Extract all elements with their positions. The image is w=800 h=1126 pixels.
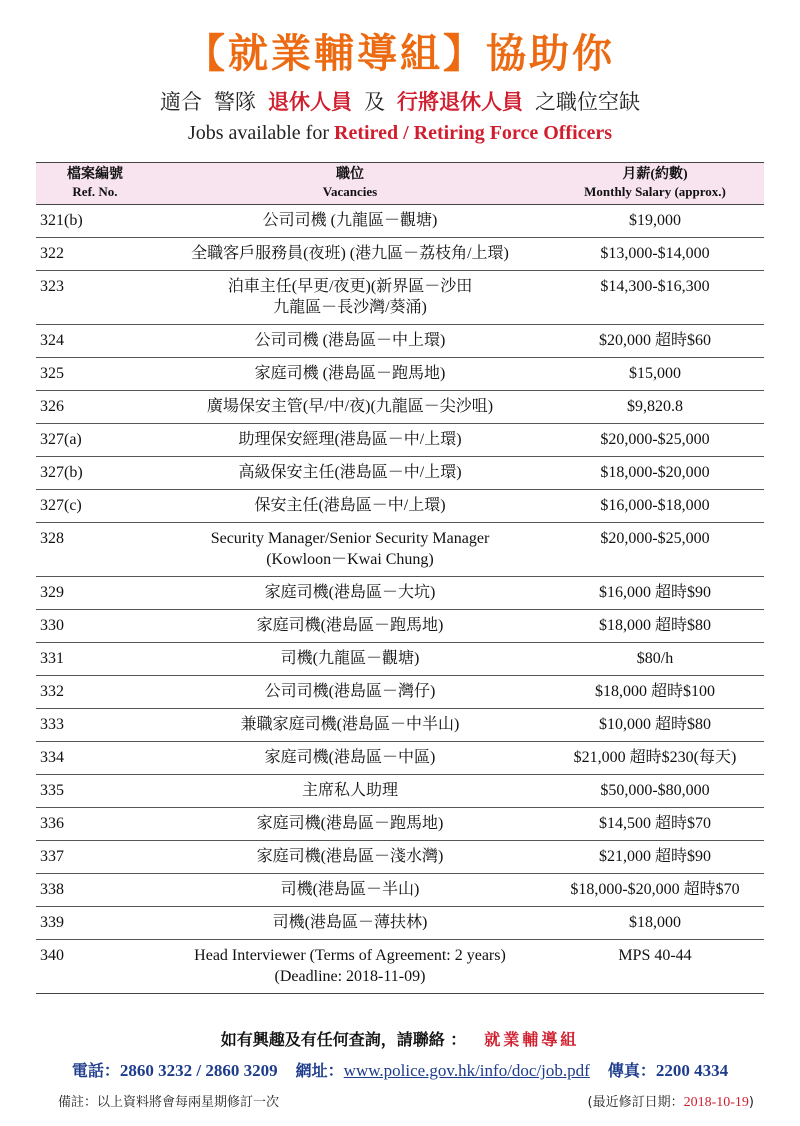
salary-cell: $50,000-$80,000 <box>546 775 764 808</box>
vacancy-cell <box>154 238 546 271</box>
vacancy-cell <box>154 742 546 775</box>
column-header-ref <box>36 163 154 205</box>
salary-cell: $18,000-$20,000 超時$70 <box>546 874 764 907</box>
vacancy-cell <box>154 940 546 994</box>
ref-cell: 329 <box>36 577 154 610</box>
web-label: 網址： <box>295 1061 344 1080</box>
ref-cell: 332 <box>36 676 154 709</box>
table-row <box>36 238 764 271</box>
vacancy-line: 家庭司機 (港島區－跑馬地) <box>254 365 446 382</box>
vacancy-cell <box>154 205 546 238</box>
tel-label: 電話： <box>71 1061 120 1080</box>
updated-suffix: ) <box>748 1095 754 1110</box>
ref-cell: 321(b) <box>36 205 154 238</box>
salary-cell: $18,000 超時$80 <box>546 610 764 643</box>
vacancy-cell <box>154 577 546 610</box>
ref-cell: 327(c) <box>36 490 154 523</box>
ref-cell: 330 <box>36 610 154 643</box>
salary-cell: $10,000 超時$80 <box>546 709 764 742</box>
vacancy-cell <box>154 676 546 709</box>
vacancy-line-2: 九龍區－長沙灣/葵涌) <box>273 299 427 316</box>
remark-note: 備註：以上資料將會每兩星期修訂一次 <box>58 1095 280 1110</box>
salary-cell: $21,000 超時$90 <box>546 841 764 874</box>
header-ref-zh: 檔案編號 <box>67 167 123 182</box>
ref-cell: 327(a) <box>36 424 154 457</box>
salary-cell: $13,000-$14,000 <box>546 238 764 271</box>
vacancy-cell <box>154 874 546 907</box>
salary-cell: $15,000 <box>546 358 764 391</box>
fax-number: 2200 4334 <box>655 1061 729 1080</box>
subtitle-en-prefix: Jobs available for <box>187 122 330 144</box>
ref-cell: 328 <box>36 523 154 577</box>
last-updated <box>588 1091 754 1111</box>
salary-cell: $20,000 超時$60 <box>546 325 764 358</box>
subtitle-retiring: 行將退休人員 <box>397 90 523 114</box>
tel-number[interactable]: 2860 3232 / 2860 3209 <box>119 1061 278 1080</box>
vacancy-line: 主席私人助理 <box>301 782 398 799</box>
vacancy-line: 廣場保安主管(早/中/夜)(九龍區－尖沙咀) <box>206 398 494 415</box>
table-row <box>36 808 764 841</box>
salary-cell: $14,500 超時$70 <box>546 808 764 841</box>
salary-cell: $19,000 <box>546 205 764 238</box>
salary-cell: $21,000 超時$230(每天) <box>546 742 764 775</box>
salary-cell: $80/h <box>546 643 764 676</box>
vacancy-line: 高級保安主任(港島區－中/上環) <box>238 464 462 481</box>
header-ref-en: Ref. No. <box>72 184 118 199</box>
vacancy-cell <box>154 391 546 424</box>
table-row <box>36 523 764 577</box>
table-row <box>36 742 764 775</box>
salary-cell: $9,820.8 <box>546 391 764 424</box>
table-row <box>36 358 764 391</box>
vacancy-cell <box>154 841 546 874</box>
header-vac-zh: 職位 <box>336 167 364 182</box>
contact-details <box>0 1058 800 1081</box>
vacancy-line-2: (Kowloon－Kwai Chung) <box>266 551 434 568</box>
ref-cell: 338 <box>36 874 154 907</box>
vacancy-cell <box>154 610 546 643</box>
salary-cell: $16,000-$18,000 <box>546 490 764 523</box>
vacancy-line: 司機(港島區－半山) <box>280 881 420 898</box>
table-row <box>36 643 764 676</box>
vacancy-cell <box>154 457 546 490</box>
vacancy-line: 司機(港島區－薄扶林) <box>272 914 428 931</box>
table-row <box>36 709 764 742</box>
contact-heading <box>0 1027 800 1050</box>
salary-cell: $18,000 <box>546 907 764 940</box>
table-row <box>36 874 764 907</box>
vacancy-line-2: (Deadline: 2018-11-09) <box>274 968 426 985</box>
salary-cell: $20,000-$25,000 <box>546 523 764 577</box>
updated-prefix: (最近修訂日期： <box>587 1095 684 1110</box>
vacancy-line: 家庭司機(港島區－跑馬地) <box>256 617 444 634</box>
vacancy-cell <box>154 325 546 358</box>
vacancy-cell <box>154 424 546 457</box>
subtitle-zh <box>0 86 800 116</box>
table-row <box>36 391 764 424</box>
subtitle-en <box>0 122 800 145</box>
vacancy-cell <box>154 907 546 940</box>
subtitle-part2: 警隊 <box>214 90 256 114</box>
table-row <box>36 676 764 709</box>
vacancy-line: 泊車主任(早更/夜更)(新界區－沙田 <box>227 278 473 295</box>
vacancy-cell <box>154 709 546 742</box>
table-row <box>36 775 764 808</box>
ref-cell: 337 <box>36 841 154 874</box>
ref-cell: 325 <box>36 358 154 391</box>
table-row <box>36 940 764 994</box>
table-row <box>36 424 764 457</box>
ref-cell: 339 <box>36 907 154 940</box>
subtitle-retired: 退休人員 <box>268 90 352 114</box>
table-row <box>36 841 764 874</box>
vacancy-line: 公司司機 (九龍區－觀塘) <box>262 212 438 229</box>
table-row <box>36 490 764 523</box>
vacancy-cell <box>154 271 546 325</box>
ref-cell: 327(b) <box>36 457 154 490</box>
salary-cell: $18,000-$20,000 <box>546 457 764 490</box>
table-row <box>36 325 764 358</box>
subtitle-part4: 之職位空缺 <box>535 90 640 114</box>
salary-cell: $20,000-$25,000 <box>546 424 764 457</box>
column-header-salary <box>546 163 764 205</box>
vacancy-cell <box>154 808 546 841</box>
ref-cell: 324 <box>36 325 154 358</box>
ref-cell: 335 <box>36 775 154 808</box>
table-row <box>36 577 764 610</box>
ref-cell: 323 <box>36 271 154 325</box>
ref-cell: 326 <box>36 391 154 424</box>
subtitle-part1: 適合 <box>160 90 202 114</box>
contact-text: 如有興趣及有任何查詢，請聯絡 ： <box>220 1030 467 1049</box>
website-link[interactable]: www.police.gov.hk/info/doc/job.pdf <box>343 1061 590 1080</box>
salary-cell: $14,300-$16,300 <box>546 271 764 325</box>
salary-cell: $18,000 超時$100 <box>546 676 764 709</box>
column-header-vacancies <box>154 163 546 205</box>
table-row <box>36 610 764 643</box>
vacancy-line: 司機(九龍區－觀塘) <box>280 650 420 667</box>
vacancy-line: 家庭司機(港島區－大坑) <box>264 584 436 601</box>
vacancy-line: Head Interviewer (Terms of Agreement: 2 years) <box>194 947 506 964</box>
header-vac-en: Vacancies <box>322 184 378 199</box>
page-title: 【就業輔導組】協助你 <box>185 31 615 77</box>
vacancy-table <box>36 162 764 994</box>
table-row <box>36 457 764 490</box>
vacancy-line: 保安主任(港島區－中/上環) <box>254 497 446 514</box>
vacancy-line: 公司司機(港島區－灣仔) <box>264 683 436 700</box>
subtitle-part3: 及 <box>364 90 385 114</box>
salary-cell: $16,000 超時$90 <box>546 577 764 610</box>
table-header-row <box>36 163 764 205</box>
salary-cell: MPS 40-44 <box>546 940 764 994</box>
vacancy-cell <box>154 523 546 577</box>
ref-cell: 334 <box>36 742 154 775</box>
ref-cell: 322 <box>36 238 154 271</box>
vacancy-cell <box>154 358 546 391</box>
contact-unit: 就業輔導組 <box>484 1030 580 1049</box>
ref-cell: 340 <box>36 940 154 994</box>
vacancy-line: 兼職家庭司機(港島區－中半山) <box>240 716 460 733</box>
ref-cell: 336 <box>36 808 154 841</box>
vacancy-cell <box>154 775 546 808</box>
fax-label: 傳真： <box>607 1061 656 1080</box>
vacancy-cell <box>154 643 546 676</box>
vacancy-line: Security Manager/Senior Security Manager <box>210 530 490 547</box>
updated-date: 2018-10-19 <box>683 1095 749 1110</box>
ref-cell: 333 <box>36 709 154 742</box>
table-row <box>36 907 764 940</box>
vacancy-line: 家庭司機(港島區－跑馬地) <box>256 815 444 832</box>
table-row <box>36 271 764 325</box>
header-sal-en: Monthly Salary (approx.) <box>584 184 726 199</box>
ref-cell: 331 <box>36 643 154 676</box>
vacancy-line: 家庭司機(港島區－中區) <box>264 749 436 766</box>
vacancy-line: 助理保安經理(港島區－中/上環) <box>238 431 462 448</box>
header-sal-zh: 月薪(約數) <box>622 167 688 182</box>
vacancy-line: 全職客戶服務員(夜班) (港九區－荔枝角/上環) <box>191 245 509 262</box>
vacancy-cell <box>154 490 546 523</box>
subtitle-en-highlight: Retired / Retiring Force Officers <box>334 122 613 144</box>
vacancy-line: 家庭司機(港島區－淺水灣) <box>256 848 444 865</box>
table-row <box>36 205 764 238</box>
vacancy-line: 公司司機 (港島區－中上環) <box>254 332 446 349</box>
